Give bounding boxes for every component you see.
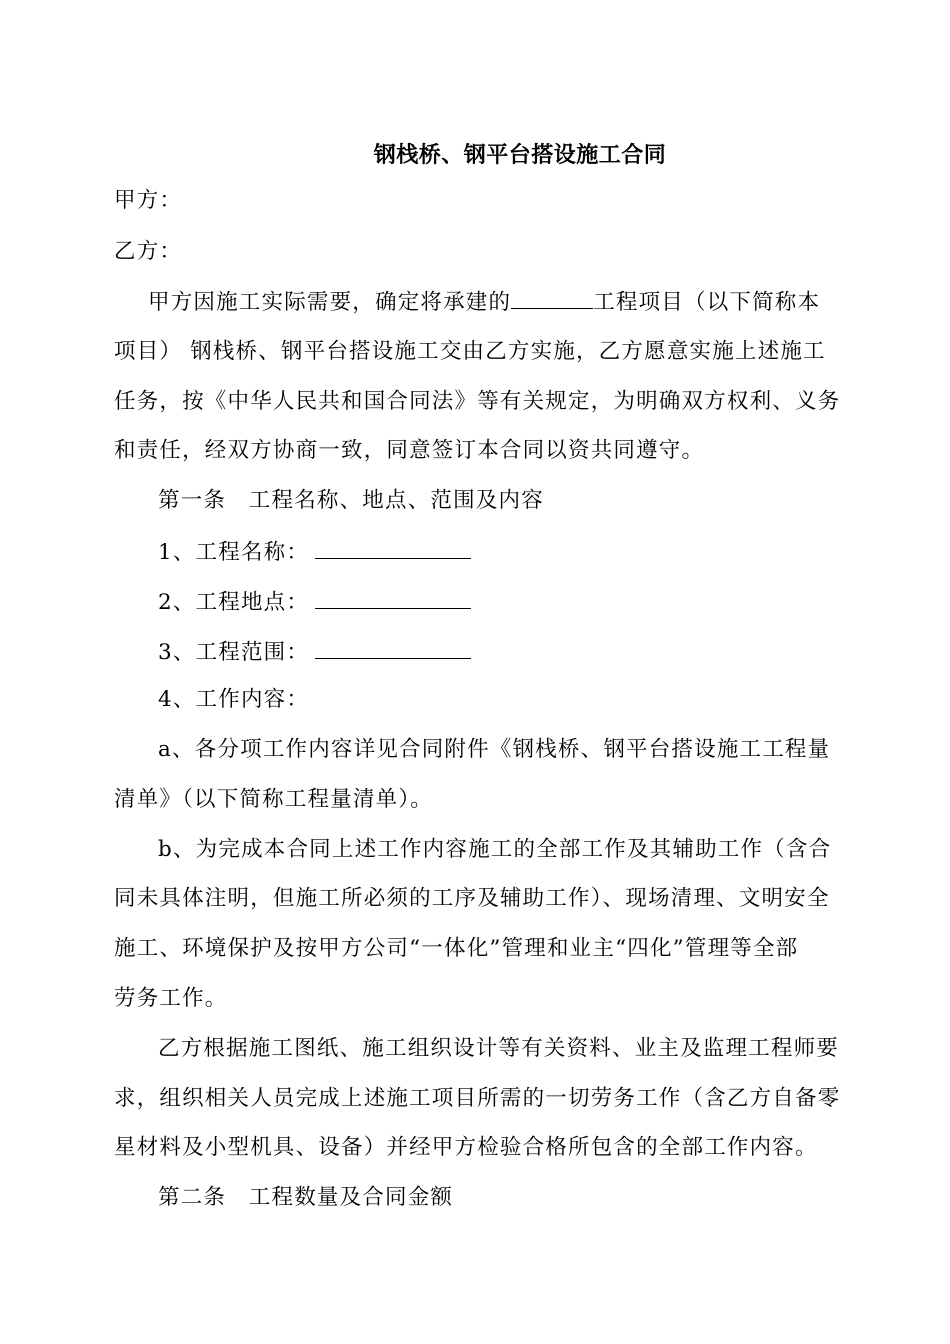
intro-line-2: 项目） 钢栈桥、钢平台搭设施工交由乙方实施，乙方愿意实施上述施工 [114,339,826,364]
document-title: 钢栈桥、钢平台搭设施工合同 [373,142,667,168]
party-a-label: 甲方： [114,188,183,213]
party-b-label: 乙方： [114,239,183,264]
clause-a-line-2: 清单》（以下简称工程量清单）。 [114,787,434,812]
clause-b-line-4: 劳务工作。 [114,986,228,1011]
item-project-location-label: 2、工程地点： [158,590,310,615]
intro-line-3: 任务，按《中华人民共和国合同法》等有关规定，为明确双方权利、义务 [114,389,841,414]
intro-text-a: 甲方因施工实际需要，确定将承建的 [148,290,512,315]
article-1-heading: 第一条 工程名称、地点、范围及内容 [158,488,544,513]
item-work-content: 4、工作内容： [158,687,310,712]
item-project-scope-label: 3、工程范围： [158,640,310,665]
item-project-name-label: 1、工程名称： [158,540,310,565]
clause-b-line-1: b、为完成本合同上述工作内容施工的全部工作及其辅助工作（含合 [158,837,832,862]
project-location-blank[interactable] [315,586,471,609]
item-project-scope [158,636,888,668]
item-project-location [158,586,888,618]
clause-b-line-2: 同未具体注明，但施工所必须的工序及辅助工作）、现场清理、文明安全 [114,886,830,911]
item-project-name [158,536,888,568]
clause-b-line-3: 施工、环境保护及按甲方公司“一体化”管理和业主“四化”管理等全部 [114,936,799,961]
article-2-heading: 第二条 工程数量及合同金额 [158,1185,454,1210]
clause-c-line-1: 乙方根据施工图纸、施工组织设计等有关资料、业主及监理工程师要 [158,1036,840,1061]
project-name-blank[interactable] [315,536,471,559]
intro-line-1 [148,286,878,318]
clause-c-line-2: 求，组织相关人员完成上述施工项目所需的一切劳务工作（含乙方自备零 [114,1086,841,1111]
project-scope-blank[interactable] [315,636,471,659]
project-blank[interactable] [511,286,593,309]
clause-c-line-3: 星材料及小型机具、设备）并经甲方检验合格所包含的全部工作内容。 [114,1135,818,1160]
intro-line-4: 和责任，经双方协商一致，同意签订本合同以资共同遵守。 [114,438,705,463]
clause-a-line-1: a、各分项工作内容详见合同附件《钢栈桥、钢平台搭设施工工程量 [158,737,831,762]
intro-text-b: 工程项目（以下简称本 [593,290,821,315]
